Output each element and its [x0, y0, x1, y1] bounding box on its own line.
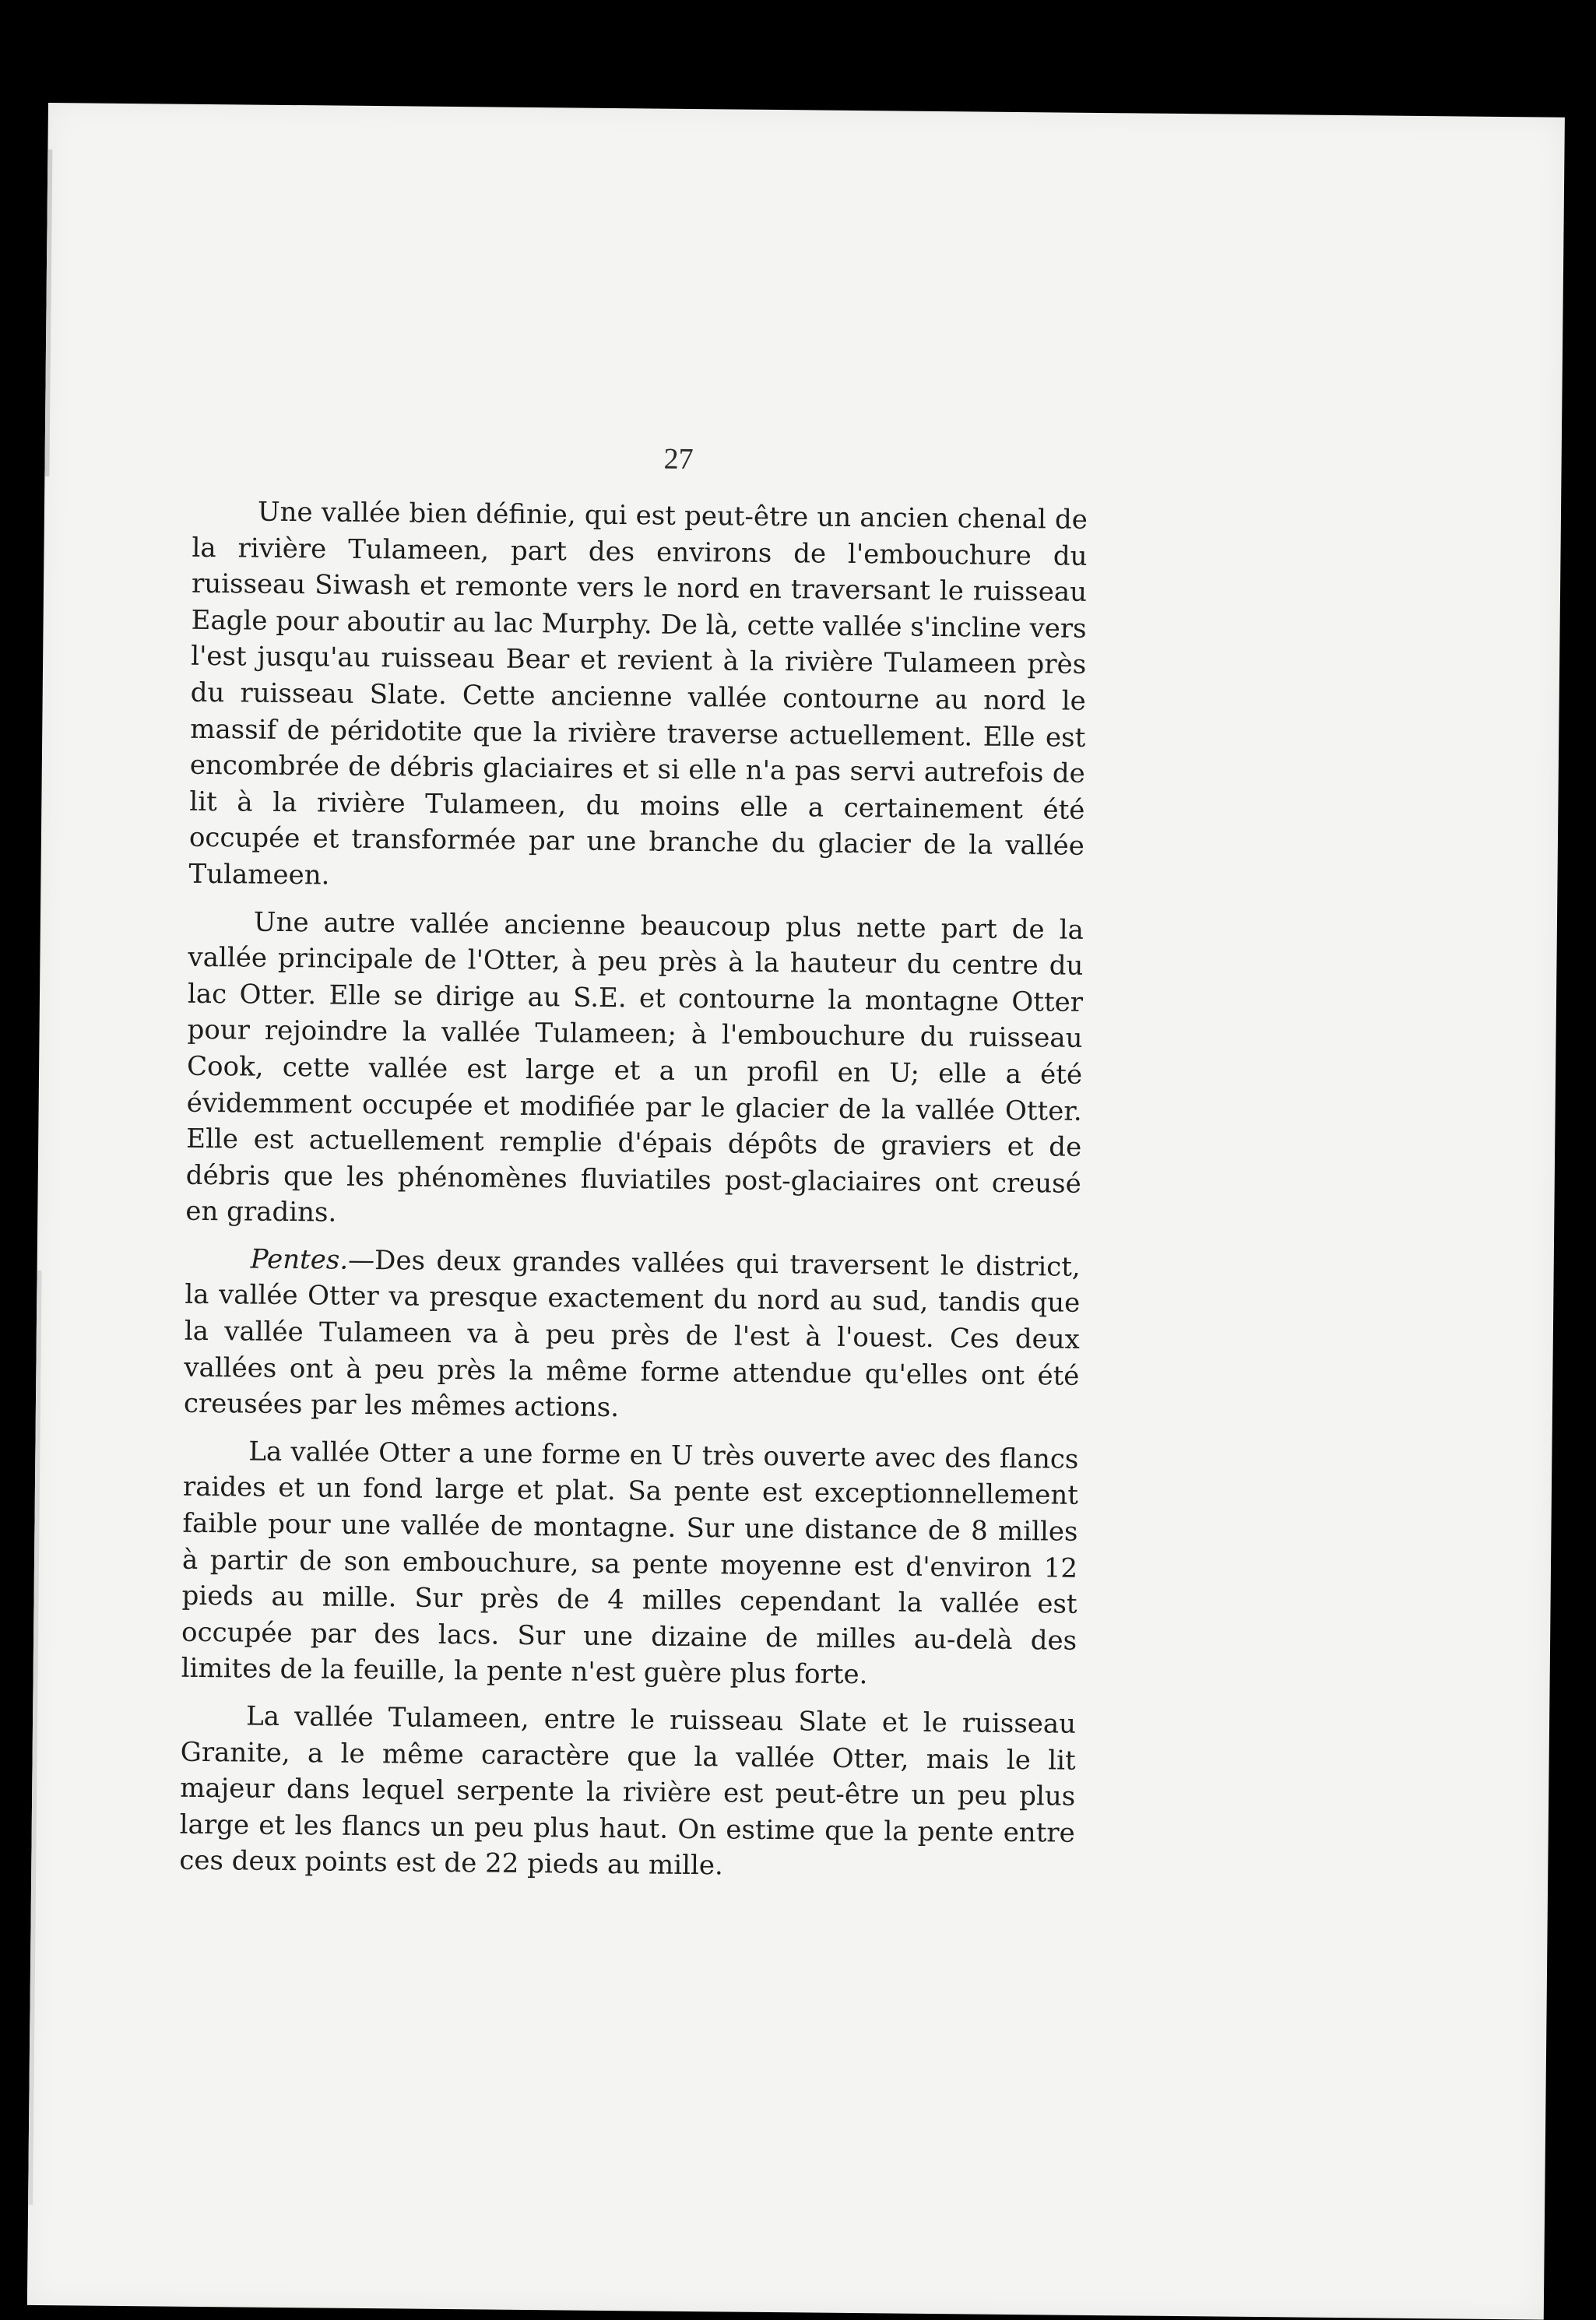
document-page [27, 103, 1565, 2320]
paragraph-text: Une autre vallée ancienne beaucoup plus nette part de la vallée principale de l'Otter, à peu près à la hauteur du centre du lac Otter. Elle se dirige au S.E. et contourne la montagne Otter pour rejoindre la vallée Tulameen; à l'embouchure du ruisseau Cook, cette vallée est large et a un profil en U; elle a été évidemment occupée et modifiée par le glacier de la vallée Otter. Elle est actuellement remplie d'épais dépôts de graviers et de débris que les phénomènes fluviatiles post-glaciaires ont creusé en gradins. [185, 906, 1084, 1229]
paragraph [184, 1241, 1081, 1431]
body-text [179, 494, 1088, 1899]
paragraph [185, 903, 1084, 1238]
paragraph-text: Des deux grandes vallées qui traversent le district, la vallée Otter va presque exactement du nord au sud, tandis que la vallée Tulameen va à peu près de l'est à l'ouest. Ces deux vallées ont à peu près la même forme attendue qu'elles ont été creusées par les mêmes actions. [184, 1245, 1081, 1423]
paragraph [188, 494, 1088, 902]
paragraph [179, 1698, 1076, 1888]
paragraph-text: La vallée Otter a une forme en U très ouverte avec des flancs raides et un fond large et plat. Sa pente est exceptionnellement faible pour une vallée de montagne. Sur une distance de 8 milles à partir de son embouchure, sa pente moyenne est d'environ 12 pieds au mille. Sur près de 4 milles cependant la vallée est occupée par des lacs. Sur une dizaine de milles au-delà des limites de la feuille, la pente n'est guère plus forte. [181, 1436, 1079, 1690]
page-edge-shadow [44, 149, 52, 476]
page-edge-shadow [28, 1271, 42, 2205]
page-number: 27 [663, 442, 693, 476]
paragraph [181, 1433, 1078, 1696]
paragraph-lead: Pentes.— [251, 1243, 375, 1276]
paragraph-text: La vallée Tulameen, entre le ruisseau Slate et le ruisseau Granite, a le même caractère que la vallée Otter, mais le lit majeur dans lequel serpente la rivière est peut-être un peu plus large et les flancs un peu plus haut. On estime que la pente entre ces deux points est de 22 pieds au mille. [179, 1701, 1076, 1882]
paragraph-text: Une vallée bien définie, qui est peut-être un ancien chenal de la rivière Tulameen, part des environs de l'embouchure du ruisseau Siwash et remonte vers le nord en traversant le ruisseau Eagle pour aboutir au lac Murphy. De là, cette vallée s'incline vers l'est jusqu'au ruisseau Bear et revient à la rivière Tulameen près du ruisseau Slate. Cette ancienne vallée contourne au nord le massif de péridotite que la rivière traverse actuellement. Elle est encombrée de débris glaciaires et si elle n'a pas servi autrefois de lit à la rivière Tulameen, du moins elle a certainement été occupée et transformée par une branche du glacier de la vallée Tulameen. [188, 497, 1088, 891]
